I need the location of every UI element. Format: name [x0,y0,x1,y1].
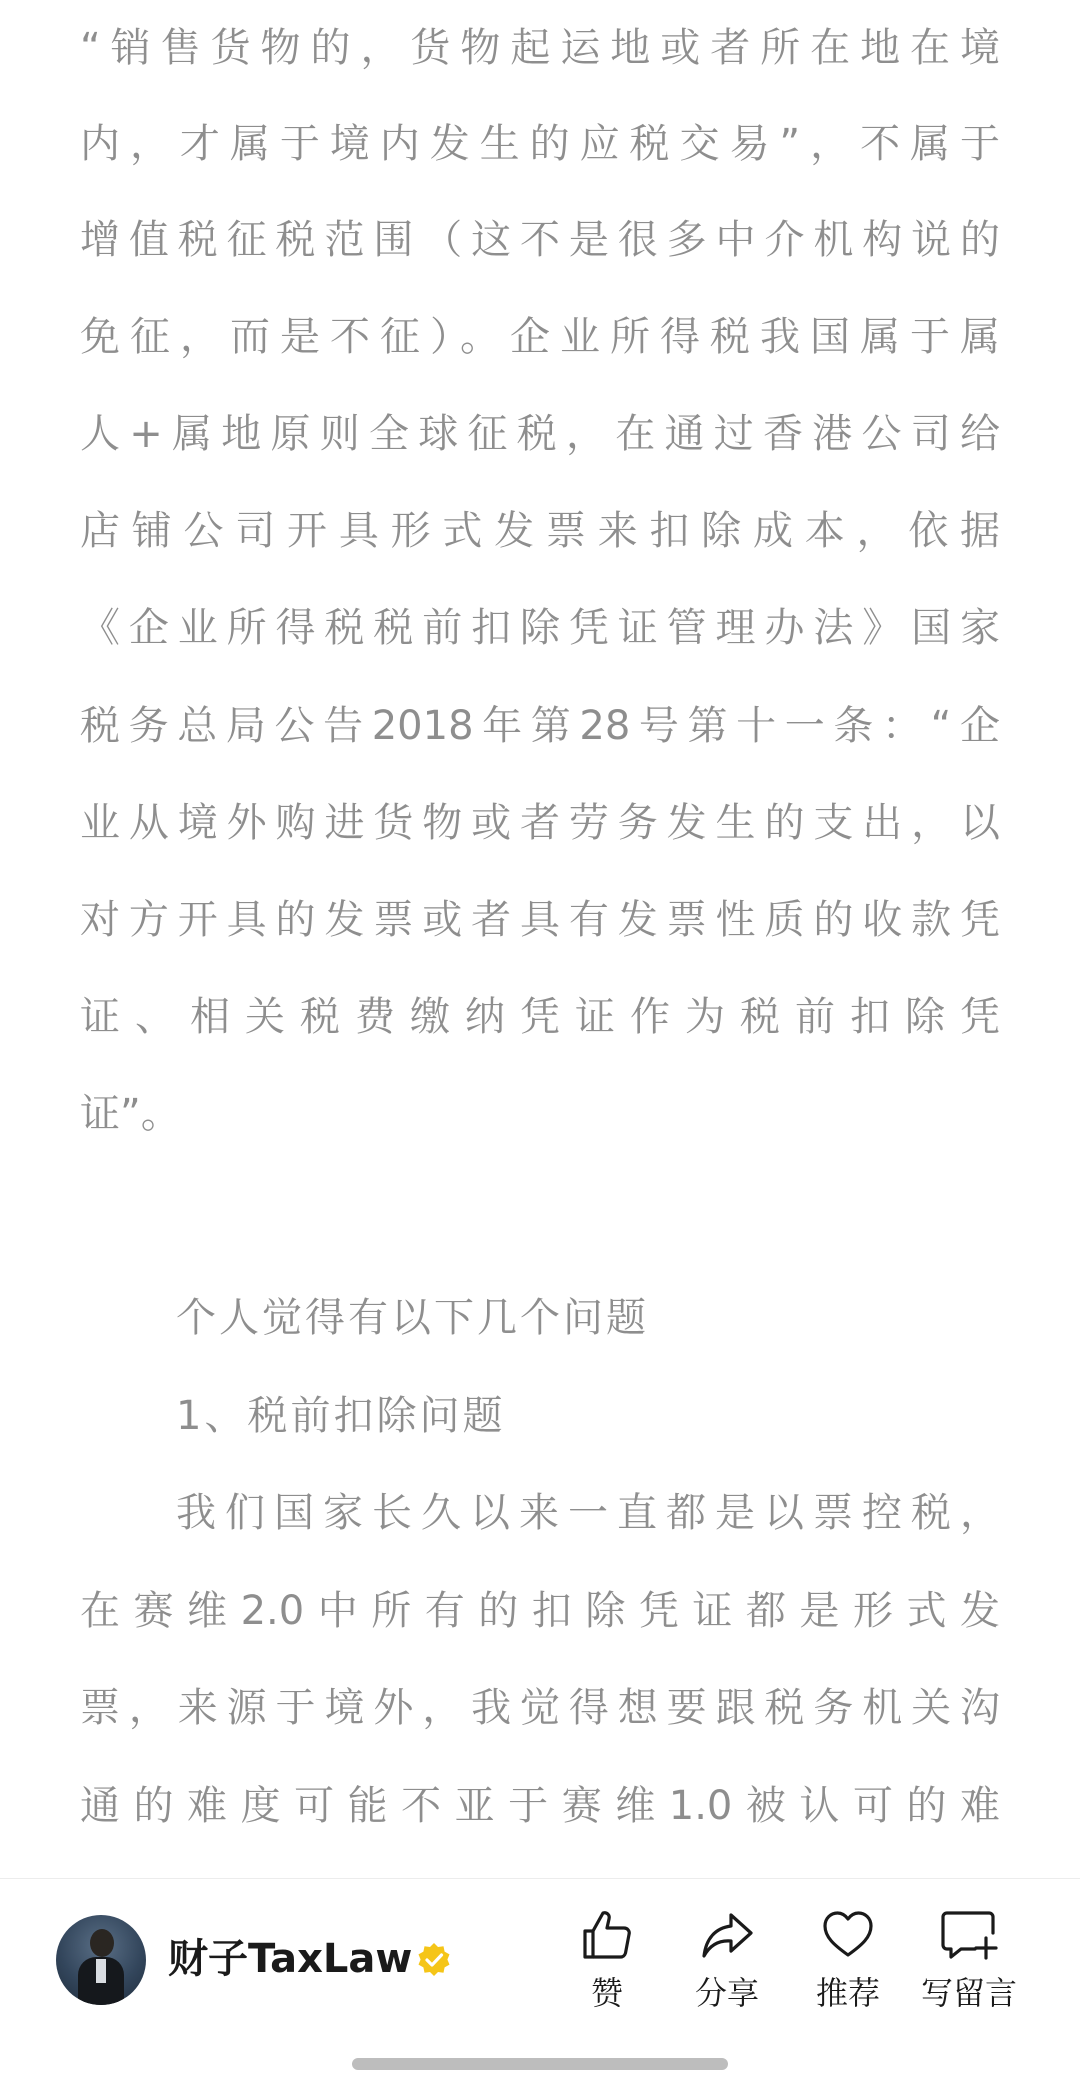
like-button[interactable] [552,1907,662,2027]
author-name[interactable]: 财子TaxLaw [168,1936,413,1982]
recommend-button[interactable] [793,1907,903,2027]
article-line: 免征，而是不征）。企业所得税我国属于属 [80,314,1000,360]
avatar-head [90,1929,114,1957]
share-label: 分享 [694,1974,759,2012]
author-avatar[interactable] [56,1915,146,2005]
article-line: 我们国家长久以来一直都是以票控税， [176,1490,1000,1536]
section-subheading: 1、税前扣除问题 [176,1393,506,1439]
article-line: 店铺公司开具形式发票来扣除成本，依据 [80,508,1000,554]
article-line: 《企业所得税税前扣除凭证管理办法》国家 [80,605,1000,651]
write-comment-button[interactable] [914,1907,1024,2027]
article-line: 业从境外购进货物或者劳务发生的支出，以 [80,800,1000,846]
share-icon [699,1907,755,1963]
comment-add-icon [939,1907,999,1963]
avatar-shirt [96,1959,106,1983]
thumbs-up-icon [579,1907,635,1963]
article-line: 对方开具的发票或者具有发票性质的收款凭 [80,897,1000,943]
article-line: 证”。 [80,1091,181,1137]
write-comment-label: 写留言 [920,1974,1017,2012]
article-line: 通的难度可能不亚于赛维1.0被认可的难 [80,1783,1000,1829]
heart-icon [820,1907,876,1963]
article-line: 增值税征税范围（这不是很多中介机构说的 [80,217,1000,263]
article-line: 人+属地原则全球征税，在通过香港公司给 [80,411,1000,457]
article-line: “销售货物的，货物起运地或者所在地在境 [80,25,1000,71]
article-line: 证、相关税费缴纳凭证作为税前扣除凭 [80,994,1000,1040]
verified-badge-icon [416,1942,452,1978]
share-button[interactable] [672,1907,782,2027]
article-line: 税务总局公告2018年第28号第十一条：“企 [80,703,1000,749]
home-indicator[interactable] [352,2058,728,2070]
article-line: 在赛维2.0中所有的扣除凭证都是形式发 [80,1588,1000,1634]
article-bottom-bar [0,1878,1080,2087]
article-line: 内，才属于境内发生的应税交易”，不属于 [80,121,1000,167]
article-line: 票，来源于境外，我觉得想要跟税务机关沟 [80,1685,1000,1731]
section-heading: 个人觉得有以下几个问题 [176,1295,649,1341]
like-label: 赞 [590,1974,623,2012]
recommend-label: 推荐 [815,1974,880,2012]
